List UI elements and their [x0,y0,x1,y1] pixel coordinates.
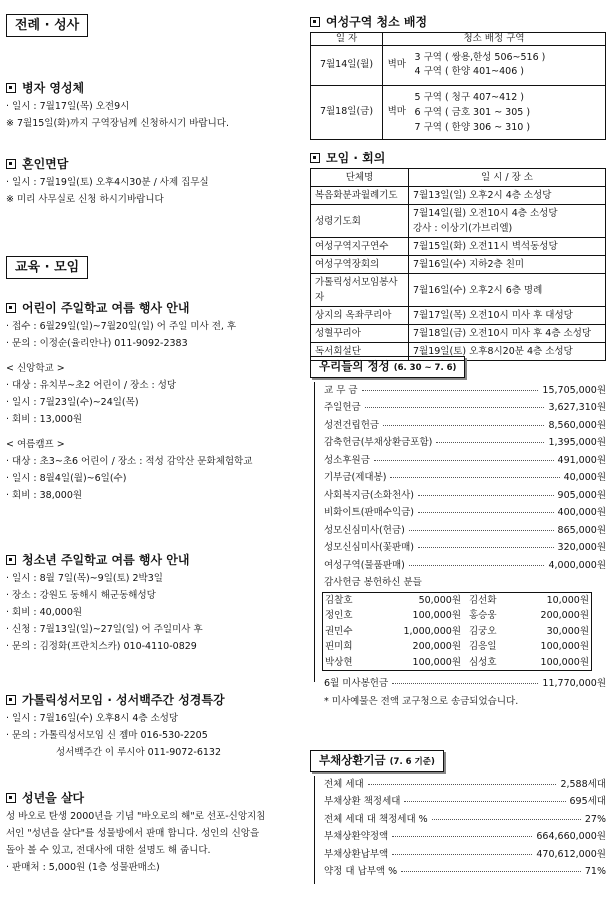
kids-line: · 일시 : 8월4일(월)~6일(수) [6,473,127,484]
list-item [324,793,606,811]
donor-amount: 200,000원 [412,641,461,652]
kids-line: < 신앙학교 > [6,363,65,374]
donor-amount: 10,000원 [546,594,589,606]
item-value: 8,560,000원 [548,419,606,431]
item-label: 전체 세대 대 책정세대 % [324,813,428,825]
meeting-group: 독서회설단 [311,343,409,361]
list-item [324,399,606,417]
table-row [311,325,606,343]
bible-line: · 문의 : 가톨릭성서모임 신 젬마 016-530-2205 [6,730,208,741]
table-row [311,238,606,256]
marriage-title: 혼인면담 [22,157,69,171]
square-bullet-icon [6,83,16,93]
debt-list [310,776,606,881]
meeting-time: 7월13일(일) 오후2시 4층 소성당 [409,187,606,205]
kids-summer-block [6,300,302,504]
item-label: 약정 대 납부액 % [324,866,398,877]
donor-amount: 100,000원 [412,610,461,621]
meeting-group: 여성구역장회의 [311,256,409,274]
youth-title: 청소년 주일학교 여름 행사 안내 [22,553,190,567]
item-value: 40,000원 [563,472,606,483]
list-item [324,811,606,829]
item-value: 3,627,310원 [548,402,606,413]
square-bullet-icon [6,303,16,313]
item-value: 695세대 [569,796,606,807]
meeting-time: 7월17일(목) 오전10시 미사 후 대성당 [409,307,606,325]
offerings-header [310,356,465,378]
item-label: 성소후원금 [324,454,370,466]
item-value: 400,000원 [557,507,606,518]
meeting-group: 복음화분과월례기도 [311,187,409,205]
list-item [324,452,606,470]
kids-title: 어린이 주일학교 여름 행사 안내 [22,301,190,315]
meeting-group: 상지의 옥좌쿠리아 [311,307,409,325]
item-value: 1,395,000원 [548,437,606,448]
donor-name: 홍승웅 [469,610,497,621]
item-label: 감축헌금(부채상환금포함) [324,437,433,448]
donor-name: 권민수 [325,625,353,637]
donor-name: 김선화 [469,594,497,606]
cleaning-item: 6 구역 ( 금호 301 ~ 305 ) [414,106,531,118]
table-row [311,274,606,307]
sick-line: ※ 7월15일(화)까지 구역장님께 신청하시기 바랍니다. [6,118,229,129]
donor-name: 박상현 [325,656,353,668]
table-header: 청소 배정 구역 [383,33,606,46]
sick-communion-block [6,80,302,132]
item-label: 비화이트(판매수익금) [324,507,415,518]
meeting-group: 가톨릭성서모임봉사자 [311,274,409,307]
table-header: 일 자 [311,33,383,46]
kids-line: · 대상 : 유치부~초2 어린이 / 장소 : 성당 [6,380,177,391]
education-section-title: 교육 · 모임 [6,256,88,279]
square-bullet-icon [310,153,320,163]
book-line: · 판매처 : 5,000원 (1층 성물판매소) [6,862,160,873]
cleaning-title: 여성구역 청소 배정 [326,15,428,29]
donor-amount: 100,000원 [540,641,589,652]
cleaning-item: 7 구역 ( 한양 306 ~ 310 ) [414,121,531,133]
book-block [6,790,302,876]
donor-amount: 30,000원 [546,625,589,637]
cleaning-place: 벽마 [383,45,411,85]
meeting-group: 성령기도회 [311,205,409,238]
kids-line: · 대상 : 초3~초6 어린이 / 장소 : 적성 감악산 문화체험학교 [6,456,253,467]
cleaning-date: 7월14일(월) [311,45,383,85]
bible-title: 가톨릭성서모임 · 성서백주간 성경특강 [22,693,225,707]
item-value: 11,770,000원 [542,678,606,689]
meeting-time: 7월19일(토) 오후8시20분 4층 소성당 [409,343,606,361]
item-label: 여성구역(물품판매) [324,559,405,571]
item-value: 865,000원 [557,524,606,536]
offerings-block [310,356,606,710]
meeting-time: 7월16일(수) 오후2시 6층 명례 [409,274,606,307]
kids-line [6,428,302,436]
item-label: 6월 미사봉헌금 [324,678,389,689]
cleaning-item: 3 구역 ( 쌍용,한성 506~516 ) [414,52,546,63]
meeting-time: 7월14일(월) 오전10시 4층 소성당 강사 : 이상기(가브리엘) [409,205,606,238]
item-value: 4,000,000원 [548,559,606,571]
meeting-time: 7월16일(수) 지하2층 친미 [409,256,606,274]
kids-line: · 일시 : 7월23일(수)~24일(목) [6,397,139,408]
item-label: 사회복지금(소화천사) [324,489,415,501]
meetings-title: 모임 · 회의 [326,151,386,165]
debt-title: 부채상환기금 [319,753,386,767]
donor-name: 김궁오 [469,625,497,637]
item-value: 320,000원 [557,542,606,553]
donor-table [322,592,592,672]
kids-line [6,352,302,360]
marriage-line: · 일시 : 7월19일(토) 오후4시30분 / 사제 집무실 [6,177,209,188]
item-label: 교 무 금 [324,384,358,396]
kids-line: · 문의 : 이정순(율리안나) 011-9092-2383 [6,338,188,349]
square-bullet-icon [6,793,16,803]
youth-line: · 신청 : 7월13일(일)~27일(일) 어 주일미사 후 [6,624,203,635]
book-title: 성년을 살다 [22,791,85,805]
book-line: 돌아 볼 수 있고, 전대사에 대한 설명도 해 줍니다. [6,845,211,856]
cleaning-place: 벽마 [383,85,411,139]
marriage-block [6,156,302,208]
table-header: 일 시 / 장 소 [409,169,606,187]
youth-line: · 회비 : 40,000원 [6,607,83,618]
donor-name: 심성호 [469,656,497,668]
meeting-group: 여성구역지구연수 [311,238,409,256]
list-item [324,487,606,505]
item-value: 491,000원 [557,454,606,466]
offerings-note: * 미사예물은 전액 교구청으로 송금되었습니다. [324,695,519,707]
offerings-period: (6. 30 ~ 7. 6) [393,363,457,373]
sick-communion-title: 병자 영성체 [22,81,85,95]
list-item [324,776,606,794]
cleaning-table [310,32,606,140]
meeting-time: 7월15일(화) 오전11시 벽석동성당 [409,238,606,256]
book-line: 성 바오로 탄생 2000년을 기념 "바오로의 해"로 선포-신앙지침 [6,811,266,822]
kids-line: · 회비 : 38,000원 [6,490,83,501]
item-label: 부채상환납부액 [324,848,389,860]
item-label: 성모신심미사(헌금) [324,524,405,536]
bible-line: · 일시 : 7월16일(수) 오후8시 4층 소성당 [6,713,179,724]
meetings-table [310,168,606,361]
list-item [324,828,606,846]
youth-line: · 장소 : 강원도 동해시 해군동해성당 [6,590,156,601]
offerings-list [310,382,606,711]
donor-name: 김찰호 [325,594,353,606]
square-bullet-icon [310,17,320,27]
list-item [324,504,606,522]
list-item [324,846,606,864]
list-item [324,417,606,435]
donor-amount: 1,000,000원 [403,625,461,637]
list-item [324,469,606,487]
list-item [324,539,606,557]
item-label: 주일헌금 [324,402,361,413]
item-value: 27% [584,813,606,825]
cleaning-block [310,14,606,140]
item-label: 부채상환 책정세대 [324,796,401,807]
table-row [311,85,606,139]
item-label: 전체 세대 [324,778,364,790]
list-item [324,434,606,452]
item-value: 2,588세대 [560,778,606,790]
table-row [311,45,606,85]
youth-line: · 문의 : 김정화(프란치스카) 010-4110-0829 [6,641,197,652]
donor-amount: 50,000원 [418,594,461,606]
debt-header [310,750,444,772]
meetings-block [310,150,606,361]
liturgy-section-title: 전례 · 성사 [6,14,88,37]
item-label: 부채상환약정액 [324,831,389,842]
meeting-group: 성혈꾸리아 [311,325,409,343]
debt-block [310,750,606,881]
meeting-time: 7월18일(금) 오전10시 미사 후 4층 소성당 [409,325,606,343]
item-label: 기부금(제대봉) [324,472,387,483]
donor-amount: 100,000원 [412,656,461,668]
cleaning-date: 7월18일(금) [311,85,383,139]
youth-line: · 일시 : 8월 7일(목)~9일(토) 2박3일 [6,573,163,584]
youth-summer-block [6,552,302,655]
donor-name: 김응일 [469,641,497,652]
square-bullet-icon [6,159,16,169]
sick-line: · 일시 : 7월17일(목) 오전9시 [6,101,130,112]
list-item [324,382,606,400]
book-line: 서인 "성년을 살다"를 성물방에서 판매 합니다. 성인의 신앙을 [6,828,260,839]
item-value: 71% [584,866,606,877]
square-bullet-icon [6,695,16,705]
donor-name: 핀미희 [325,641,353,652]
item-value: 15,705,000원 [542,384,606,396]
table-row [311,307,606,325]
table-row [311,187,606,205]
list-item [324,522,606,540]
item-label: 성모신심미사(꽃판매) [324,542,415,553]
bible-lecture-block [6,692,302,761]
item-value: 664,660,000원 [536,831,606,842]
donor-amount: 200,000원 [540,610,589,621]
offerings-title: 우리들의 정성 [319,359,390,373]
table-row [311,205,606,238]
item-label: 성전건립헌금 [324,419,380,431]
table-row [311,256,606,274]
kids-line: · 접수 : 6월29일(일)~7월20일(일) 어 주일 미사 전, 후 [6,321,237,332]
list-item [324,675,606,693]
marriage-line: ※ 미리 사무실로 신청 하시기바랍니다 [6,194,164,205]
thanks-title: 감사헌금 봉헌하신 분들 [324,577,422,588]
donor-amount: 100,000원 [540,656,589,668]
square-bullet-icon [6,555,16,565]
item-value: 905,000원 [557,489,606,501]
kids-line: · 회비 : 13,000원 [6,414,83,425]
item-value: 470,612,000원 [536,848,606,860]
donor-name: 정인호 [325,610,353,621]
bible-line: 성서백주간 이 루시아 011-9072-6132 [56,747,221,758]
list-item [324,863,606,881]
table-header: 단체명 [311,169,409,187]
debt-period: (7. 6 기준) [389,757,435,767]
kids-line: < 여름캠프 > [6,439,65,450]
list-item [324,557,606,575]
cleaning-item: 4 구역 ( 한양 401~406 ) [414,66,524,77]
cleaning-item: 5 구역 ( 청구 407~412 ) [414,91,524,103]
